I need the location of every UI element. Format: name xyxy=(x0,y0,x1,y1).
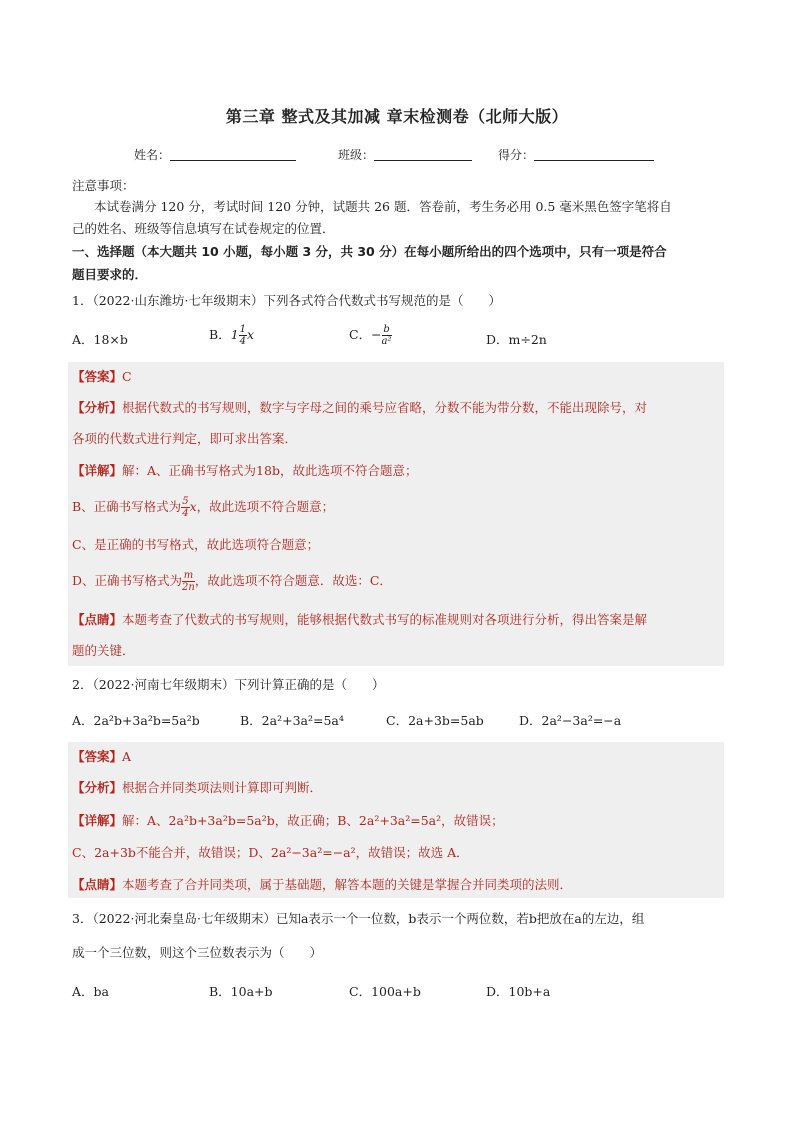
q3-stem-1: 3．（2022·河北秦皇岛·七年级期末）已知a表示一个一位数，b表示一个两位数，若b把放在a的左边，组 xyxy=(72,911,645,926)
q2-analysis: 【分析】根据合并同类项法则计算即可判断． xyxy=(72,780,323,795)
q2-answer: 【答案】A xyxy=(72,749,132,764)
notes-line-2: 己的姓名、班级等信息填写在试卷规定的位置． xyxy=(72,221,335,236)
q1-detail-2: B、正确书写格式为 $\frac{5}{4}$ x，故此选项不符合题意； xyxy=(72,496,335,519)
score-blank[interactable] xyxy=(534,148,654,161)
class-field[interactable] xyxy=(338,146,472,163)
section-heading-2: 题目要求的． xyxy=(72,267,148,282)
q1-stem: 1．（2022·山东潍坊·七年级期末）下列各式符合代数式书写规范的是（ ） xyxy=(72,293,501,308)
q2-detail-2: C、2a+3b不能合并，故错误；D、2a²−3a²=−a²，故错误；故选 A． xyxy=(72,845,469,860)
q1-option-b: B．1 $\frac{1}{4}$ x xyxy=(209,324,255,347)
q2-comment: 【点睛】本题考查了合并同类项，属于基础题，解答本题的关键是掌握合并同类项的法则． xyxy=(72,877,573,892)
q3-stem-2: 成一个三位数，则这个三位数表示为（ ） xyxy=(72,945,323,960)
q3-option-a: A．ba xyxy=(72,984,109,999)
q3-option-b: B．10a+b xyxy=(209,984,273,999)
q3-option-c: C．100a+b xyxy=(349,984,421,999)
name-blank[interactable] xyxy=(170,148,296,161)
notes-heading: 注意事项： xyxy=(72,178,135,193)
class-label: 班级： xyxy=(338,148,375,162)
q2-stem: 2．（2022·河南七年级期末）下列计算正确的是（ ） xyxy=(72,677,385,692)
score-field[interactable] xyxy=(498,146,654,163)
q1-detail-3: C、是正确的书写格式，故此选项符合题意； xyxy=(72,537,320,552)
q2-option-a: A．2a²b+3a²b=5a²b xyxy=(72,713,200,728)
name-field[interactable] xyxy=(134,146,296,163)
q1-analysis-2: 各项的代数式进行判定，即可求出答案． xyxy=(72,431,298,446)
class-blank[interactable] xyxy=(374,148,472,161)
q1-comment-1: 【点睛】本题考查了代数式的书写规则，能够根据代数式书写的标准规则对各项进行分析，得出答案是解 xyxy=(72,612,648,627)
q1-detail-1: 【详解】解：A、正确书写格式为18b，故此选项不符合题意； xyxy=(72,463,418,478)
q1-option-c: C．− $\frac{b}{\text{a²}}$ xyxy=(349,324,392,347)
q3-option-d: D．10b+a xyxy=(486,984,551,999)
q1-analysis-1: 【分析】根据代数式的书写规则，数字与字母之间的乘号应省略，分数不能为带分数，不能出现除号，对 xyxy=(72,400,648,415)
q2-option-b: B．2a²+3a²=5a⁴ xyxy=(240,713,344,728)
page-title: 第三章 整式及其加减 章末检测卷（北师大版） xyxy=(225,107,569,126)
q1-answer: 【答案】C xyxy=(72,369,132,384)
q2-detail-1: 【详解】解：A、2a²b+3a²b=5a²b，故正确；B、2a²+3a²=5a²，故错误； xyxy=(72,813,504,828)
q1-comment-2: 题的关键． xyxy=(72,643,135,658)
q2-option-d: D．2a²−3a²=−a xyxy=(519,713,622,728)
q1-option-a: A．18×b xyxy=(72,332,128,347)
q1-detail-4: D、正确书写格式为 $\frac{m}{2n}$ ，故此选项不符合题意．故选：C． xyxy=(72,570,392,593)
q1-option-d: D．m÷2n xyxy=(486,332,547,347)
score-label: 得分： xyxy=(498,148,535,162)
section-heading-1: 一、选择题（本大题共 10 小题，每小题 3 分，共 30 分）在每小题所给出的四个选项中，只有一项是符合 xyxy=(72,244,667,259)
notes-line-1: 本试卷满分 120 分，考试时间 120 分钟，试题共 26 题．答卷前，考生务必用 0.5 毫米黑色签字笔将自 xyxy=(94,199,672,214)
name-label: 姓名： xyxy=(134,148,171,162)
q2-option-c: C．2a+3b=5ab xyxy=(386,713,484,728)
